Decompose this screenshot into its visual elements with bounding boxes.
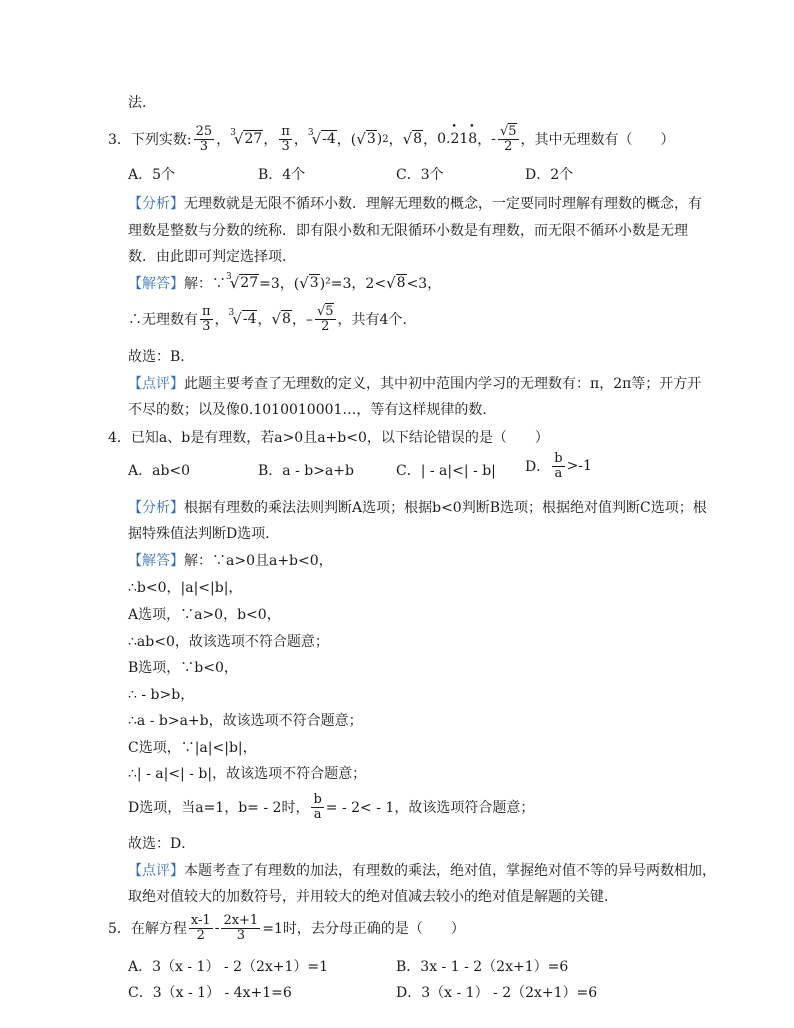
q4-option-c: C．| - a|<| - b|	[396, 463, 496, 479]
q4-option-a: A．ab<0	[128, 463, 191, 479]
q3-choice: 故选：B．	[128, 349, 195, 365]
q4-comment-line1: 【点评】 本题考查了有理数的加法，有理数的乘法，绝对值，掌握绝对值不等的异号两数相加，	[128, 863, 716, 879]
q4-option-b: B．a - b>a+b	[258, 463, 354, 479]
q5-number: 5．	[108, 921, 131, 937]
q4-step-d: D选项，当a=1，b= - 2时， $\frac{b}{a}$ = - 2< - 1，故该选项符合题意；	[128, 791, 535, 822]
cube-root-neg4: 3 √ -4	[307, 128, 336, 148]
q4-stem: 4． 已知a、b是有理数，若a>0且a+b<0，以下结论错误的是（ ）	[108, 427, 549, 447]
cube-root-27: 3 √ 27	[230, 128, 263, 148]
q4-step-4: ∴ab<0，故该选项不符合题意；	[128, 634, 329, 650]
q3-option-c: C．3个	[396, 167, 444, 183]
q3-stem-prefix: 下列实数:	[130, 132, 192, 148]
q3-option-d: D．2个	[525, 167, 574, 183]
q4-step-7: ∴a - b>a+b，故该选项不符合题意；	[128, 713, 363, 729]
q3-answer-line1: 【解答】 解：∵ 3 √ 27 =3，( √ 3 )²=3，2< √ 8 <3，	[128, 272, 442, 292]
q4-step-1: 【解答】 解：∵a>0且a+b<0，	[128, 553, 333, 569]
q3-stem-suffix: ，其中无理数有（ ）	[520, 132, 675, 148]
q4-option-d: D． b a >-1	[525, 451, 592, 481]
q3-analysis-line2: 理数是整数与分数的统称．即有限小数和无限循环小数是有理数，而无限不循环小数是无理	[128, 223, 688, 239]
comment-tag: 【点评】	[128, 376, 184, 392]
q5-option-c: C．3（x - 1） - 4x+1=6	[128, 985, 292, 1001]
q4-step-6: ∴ - b>b，	[128, 687, 195, 703]
q4-analysis-line1: 【分析】 根据有理数的乘法法则判断A选项；根据b<0判断B选项；根据绝对值判断C选项；根	[128, 500, 707, 516]
q3-number: 3．	[108, 132, 131, 148]
q5-option-d: D．3（x - 1） - 2（2x+1）=6	[396, 985, 598, 1001]
q5-stem: 5． 在解方程 x-1 2 - $\frac{2x+1}{3}$ =1时，去分母正确的是（ ）	[108, 912, 465, 943]
q3-comment-line2: 不尽的数；以及像0.1010010001…，等有这样规律的数．	[128, 402, 497, 418]
repeating-decimal: 0.• 21• 8	[437, 131, 477, 147]
fraction-sqrt5-2: √5 2	[499, 123, 517, 154]
sqrt-3: √ 3	[356, 130, 376, 148]
fraction-pi-3: π 3	[281, 123, 290, 154]
q4-analysis-line2: 据特殊值法判断D选项．	[128, 526, 280, 542]
q3-option-b: B．4个	[258, 167, 306, 183]
sqrt-8: √ 8	[402, 130, 423, 148]
answer-tag: 【解答】	[128, 276, 184, 292]
fraction-25-3: 25 3	[195, 123, 213, 154]
q3-stem: 3． 下列实数: 25 3 ， 3 √ 27 ， π 3 ， 3 √ -4 ，( √ 3 ) 2 ， √ 8 ， 0.• 21• 8 ， - √5 2 ，其中无理数有（ ）	[108, 122, 675, 156]
q3-option-a: A．5个	[128, 167, 176, 183]
q3-analysis-line3: 数．由此即可判定选择项．	[128, 249, 296, 265]
q4-step-9: ∴| - a|<| - b|，故该选项不符合题意；	[128, 766, 367, 782]
q3-analysis-line1: 【分析】 无理数就是无限不循环小数．理解无理数的概念，一定要同时理解有理数的概念，有	[128, 193, 702, 213]
top-fragment: 法．	[128, 95, 156, 111]
q5-option-b: B．3x - 1 - 2（2x+1）=6	[396, 959, 569, 975]
q4-comment-line2: 取绝对值较大的加数符号，并用较大的绝对值减去较小的绝对值是解题的关键．	[128, 889, 618, 905]
q5-option-a: A．3（x - 1） - 2（2x+1）=1	[128, 959, 329, 975]
q4-choice: 故选：D．	[128, 836, 196, 852]
q4-step-2: ∴b<0，|a|<|b|，	[128, 580, 243, 596]
q4-number: 4．	[108, 430, 131, 446]
q4-step-5: B选项，∵b<0，	[128, 660, 238, 676]
q4-step-8: C选项，∵|a|<|b|，	[128, 740, 257, 756]
q3-comment-line1: 【点评】 此题主要考查了无理数的定义，其中初中范围内学习的无理数有：π，2π等；开方开	[128, 373, 701, 393]
analysis-tag: 【分析】	[128, 196, 184, 212]
q4-step-3: A选项，∵a>0，b<0，	[128, 607, 281, 623]
q3-answer-line2: ∴无理数有 π 3 ， 3 √ -4 ， √ 8 ，– √5 2 ，共有4个．	[128, 303, 417, 334]
